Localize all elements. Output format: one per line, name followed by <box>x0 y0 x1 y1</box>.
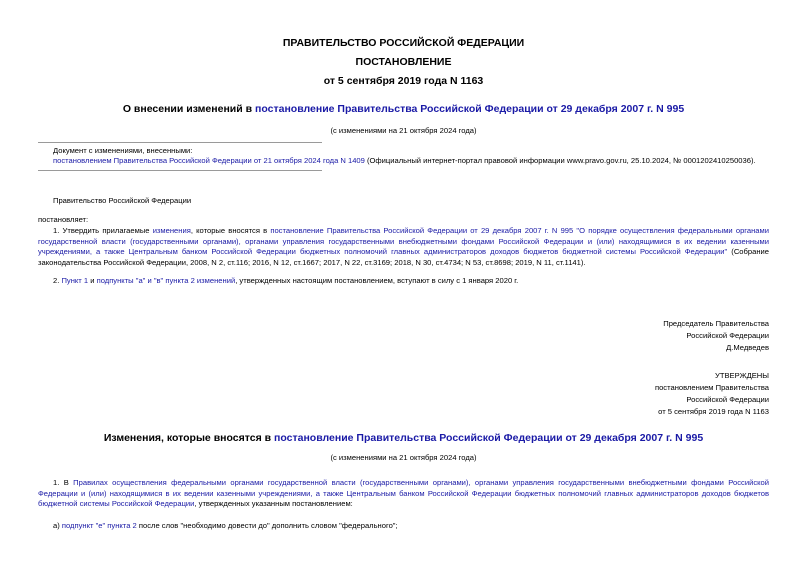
sec-item-a-text-2: после слов "необходимо довести до" дополнить словом "федерального"; <box>136 521 398 530</box>
sec-item-a-text-1: а) <box>53 521 62 530</box>
changes-heading: Документ с изменениями, внесенными: <box>53 146 193 155</box>
item2-link-subpoints[interactable]: подпункты "а" и "в" пункта 2 изменений <box>96 276 236 285</box>
sec-item1-text-1: 1. В <box>53 478 74 487</box>
approved-block <box>655 370 769 418</box>
sec-item1-text-2: , утвержденных указанным постановлением: <box>194 499 353 508</box>
section-title-prefix: Изменения, которые вносятся в <box>103 432 274 444</box>
document-type: ПОСТАНОВЛЕНИЕ <box>355 56 452 68</box>
item1-link-changes[interactable]: изменения <box>152 226 191 235</box>
item2-text-2: и <box>88 276 97 285</box>
edition-note: (с изменениями на 21 октября 2024 года) <box>330 126 477 135</box>
approved-date-number: от 5 сентября 2019 года N 1163 <box>658 407 769 416</box>
approved-by: постановлением Правительства <box>654 383 769 392</box>
item1-text-3: (Собрание законодательства Российской Федерации, 2008, N 2, ст.116; 2016, N 12, ст.1667; 2017, N 22, ст.3169; 2018, N 30, ст.4734; N 53, ст.8698; 2019, N 11, ст.1141). <box>38 247 769 267</box>
document-title <box>0 103 807 115</box>
section-title <box>0 432 807 444</box>
edition-note-2: (с изменениями на 21 октября 2024 года) <box>330 453 477 462</box>
document-title-prefix: О внесении изменений в <box>122 103 255 115</box>
signature-position: Председатель Правительства <box>663 319 769 328</box>
item1-text-1: 1. Утвердить прилагаемые <box>53 226 153 235</box>
item2-link-point-1[interactable]: Пункт 1 <box>61 276 89 285</box>
changes-entry <box>53 155 756 166</box>
changes-bottom-rule <box>38 170 322 171</box>
section-item-a <box>38 521 769 532</box>
changes-top-rule <box>38 142 322 143</box>
approved-heading: УТВЕРЖДЕНЫ <box>715 371 769 380</box>
decree-item-1 <box>38 226 769 268</box>
document-title-link[interactable]: постановление Правительства Российской Федерации от 29 декабря 2007 г. N 995 <box>255 103 685 115</box>
sec-item1-link-rules[interactable]: Правилах осуществления федеральными органами государственной власти (государственными органами), органами управления государственными внебюджетными фондами Российской Федерации и (или) находящимися в их ведении казенными учреждениями, а также Центральным банком Российской Федерации бюджетных полномочий главных администраторов доходов бюджетов бюджетной системы Российской Федерации <box>38 478 769 508</box>
signature-country: Российской Федерации <box>686 331 769 340</box>
item1-link-decree-995[interactable]: постановление Правительства Российской Федерации от 29 декабря 2007 г. N 995 "О порядке осуществления федеральными органами государственной власти (государственными органами), органами управления государственными внебюджетными фондами Российской Федерации и (или) находящимися в их ведении казенными учреждениями, а также Центральным банком Российской Федерации бюджетных полномочий главных администраторов доходов бюджетов бюджетной системы Российской Федерации" <box>38 226 769 256</box>
government-name: ПРАВИТЕЛЬСТВО РОССИЙСКОЙ ФЕДЕРАЦИИ <box>282 37 525 49</box>
changes-link[interactable]: постановлением Правительства Российской Федерации от 21 октября 2024 года N 1409 <box>53 156 365 165</box>
document-date-number: от 5 сентября 2019 года N 1163 <box>323 75 484 87</box>
signature-block <box>663 318 769 354</box>
decrees-word: постановляет: <box>38 215 89 224</box>
item1-text-2: , которые вносятся в <box>190 226 271 235</box>
section-title-link[interactable]: постановление Правительства Российской Федерации от 29 декабря 2007 г. N 995 <box>274 432 704 444</box>
section-item-1 <box>38 478 769 510</box>
issuer: Правительство Российской Федерации <box>53 196 192 205</box>
item2-text-3: , утвержденных настоящим постановлением, вступают в силу с 1 января 2020 г. <box>235 276 519 285</box>
signature-name: Д.Медведев <box>726 343 769 352</box>
approved-country: Российской Федерации <box>686 395 769 404</box>
decree-item-2 <box>38 276 769 287</box>
item2-text-1: 2. <box>53 276 62 285</box>
changes-source: (Официальный интернет-портал правовой информации www.pravo.gov.ru, 25.10.2024, № 0001202410250036). <box>364 156 756 165</box>
sec-item-a-link[interactable]: подпункт "е" пункта 2 <box>61 521 137 530</box>
